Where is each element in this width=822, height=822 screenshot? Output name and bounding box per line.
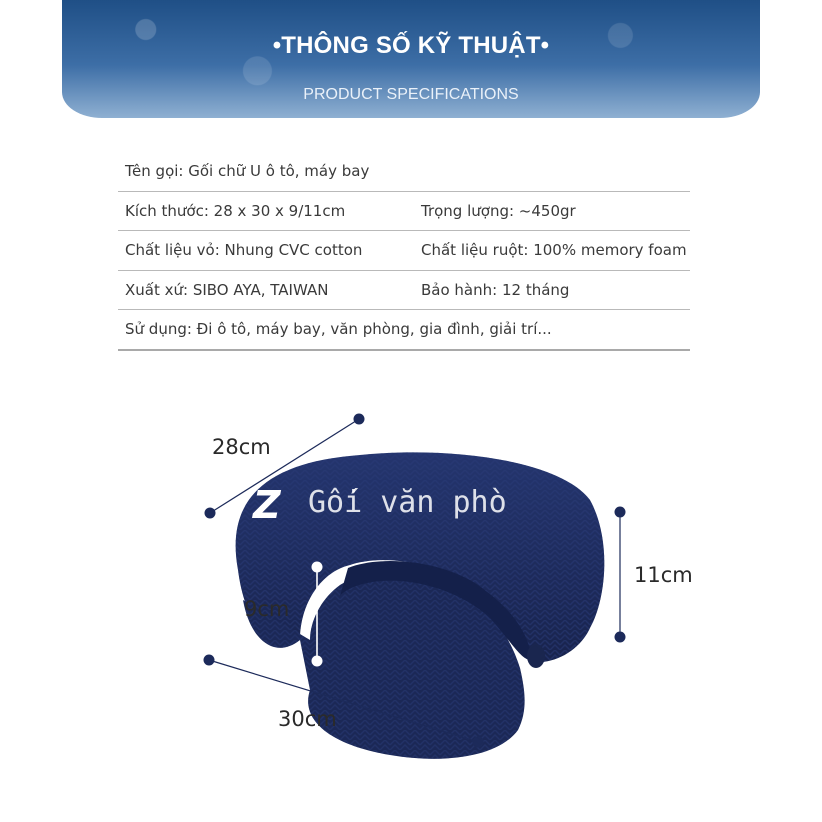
spec-weight: Trọng lượng: ~450gr — [421, 201, 576, 220]
spec-usage: Sử dụng: Đi ô tô, máy bay, văn phòng, gia đình, giải trí... — [125, 320, 552, 338]
watermark-text: Gối văn phò — [308, 485, 507, 520]
dimension-right-11 — [615, 507, 626, 643]
watermark-logo-icon: Z — [253, 483, 281, 527]
spec-core: Chất liệu ruột: 100% memory foam — [421, 241, 687, 259]
spec-cover: Chất liệu vỏ: Nhung CVC cotton — [125, 241, 363, 259]
spec-warranty: Bảo hành: 12 tháng — [421, 280, 570, 299]
page-title: •THÔNG SỐ KỸ THUẬT• — [272, 32, 550, 59]
dimension-label-28: 28cm — [212, 435, 271, 459]
pillow-toggle — [527, 644, 545, 668]
spec-origin: Xuất xứ: SIBO AYA, TAIWAN — [125, 280, 329, 299]
dimension-label-9: 9cm — [244, 597, 290, 621]
dimension-label-11: 11cm — [634, 563, 693, 587]
spec-size: Kích thước: 28 x 30 x 9/11cm — [125, 201, 346, 220]
dimension-label-30: 30cm — [278, 707, 337, 731]
page-subtitle: PRODUCT SPECIFICATIONS — [303, 86, 519, 103]
spec-name: Tên gọi: Gối chữ U ô tô, máy bay — [125, 162, 370, 180]
